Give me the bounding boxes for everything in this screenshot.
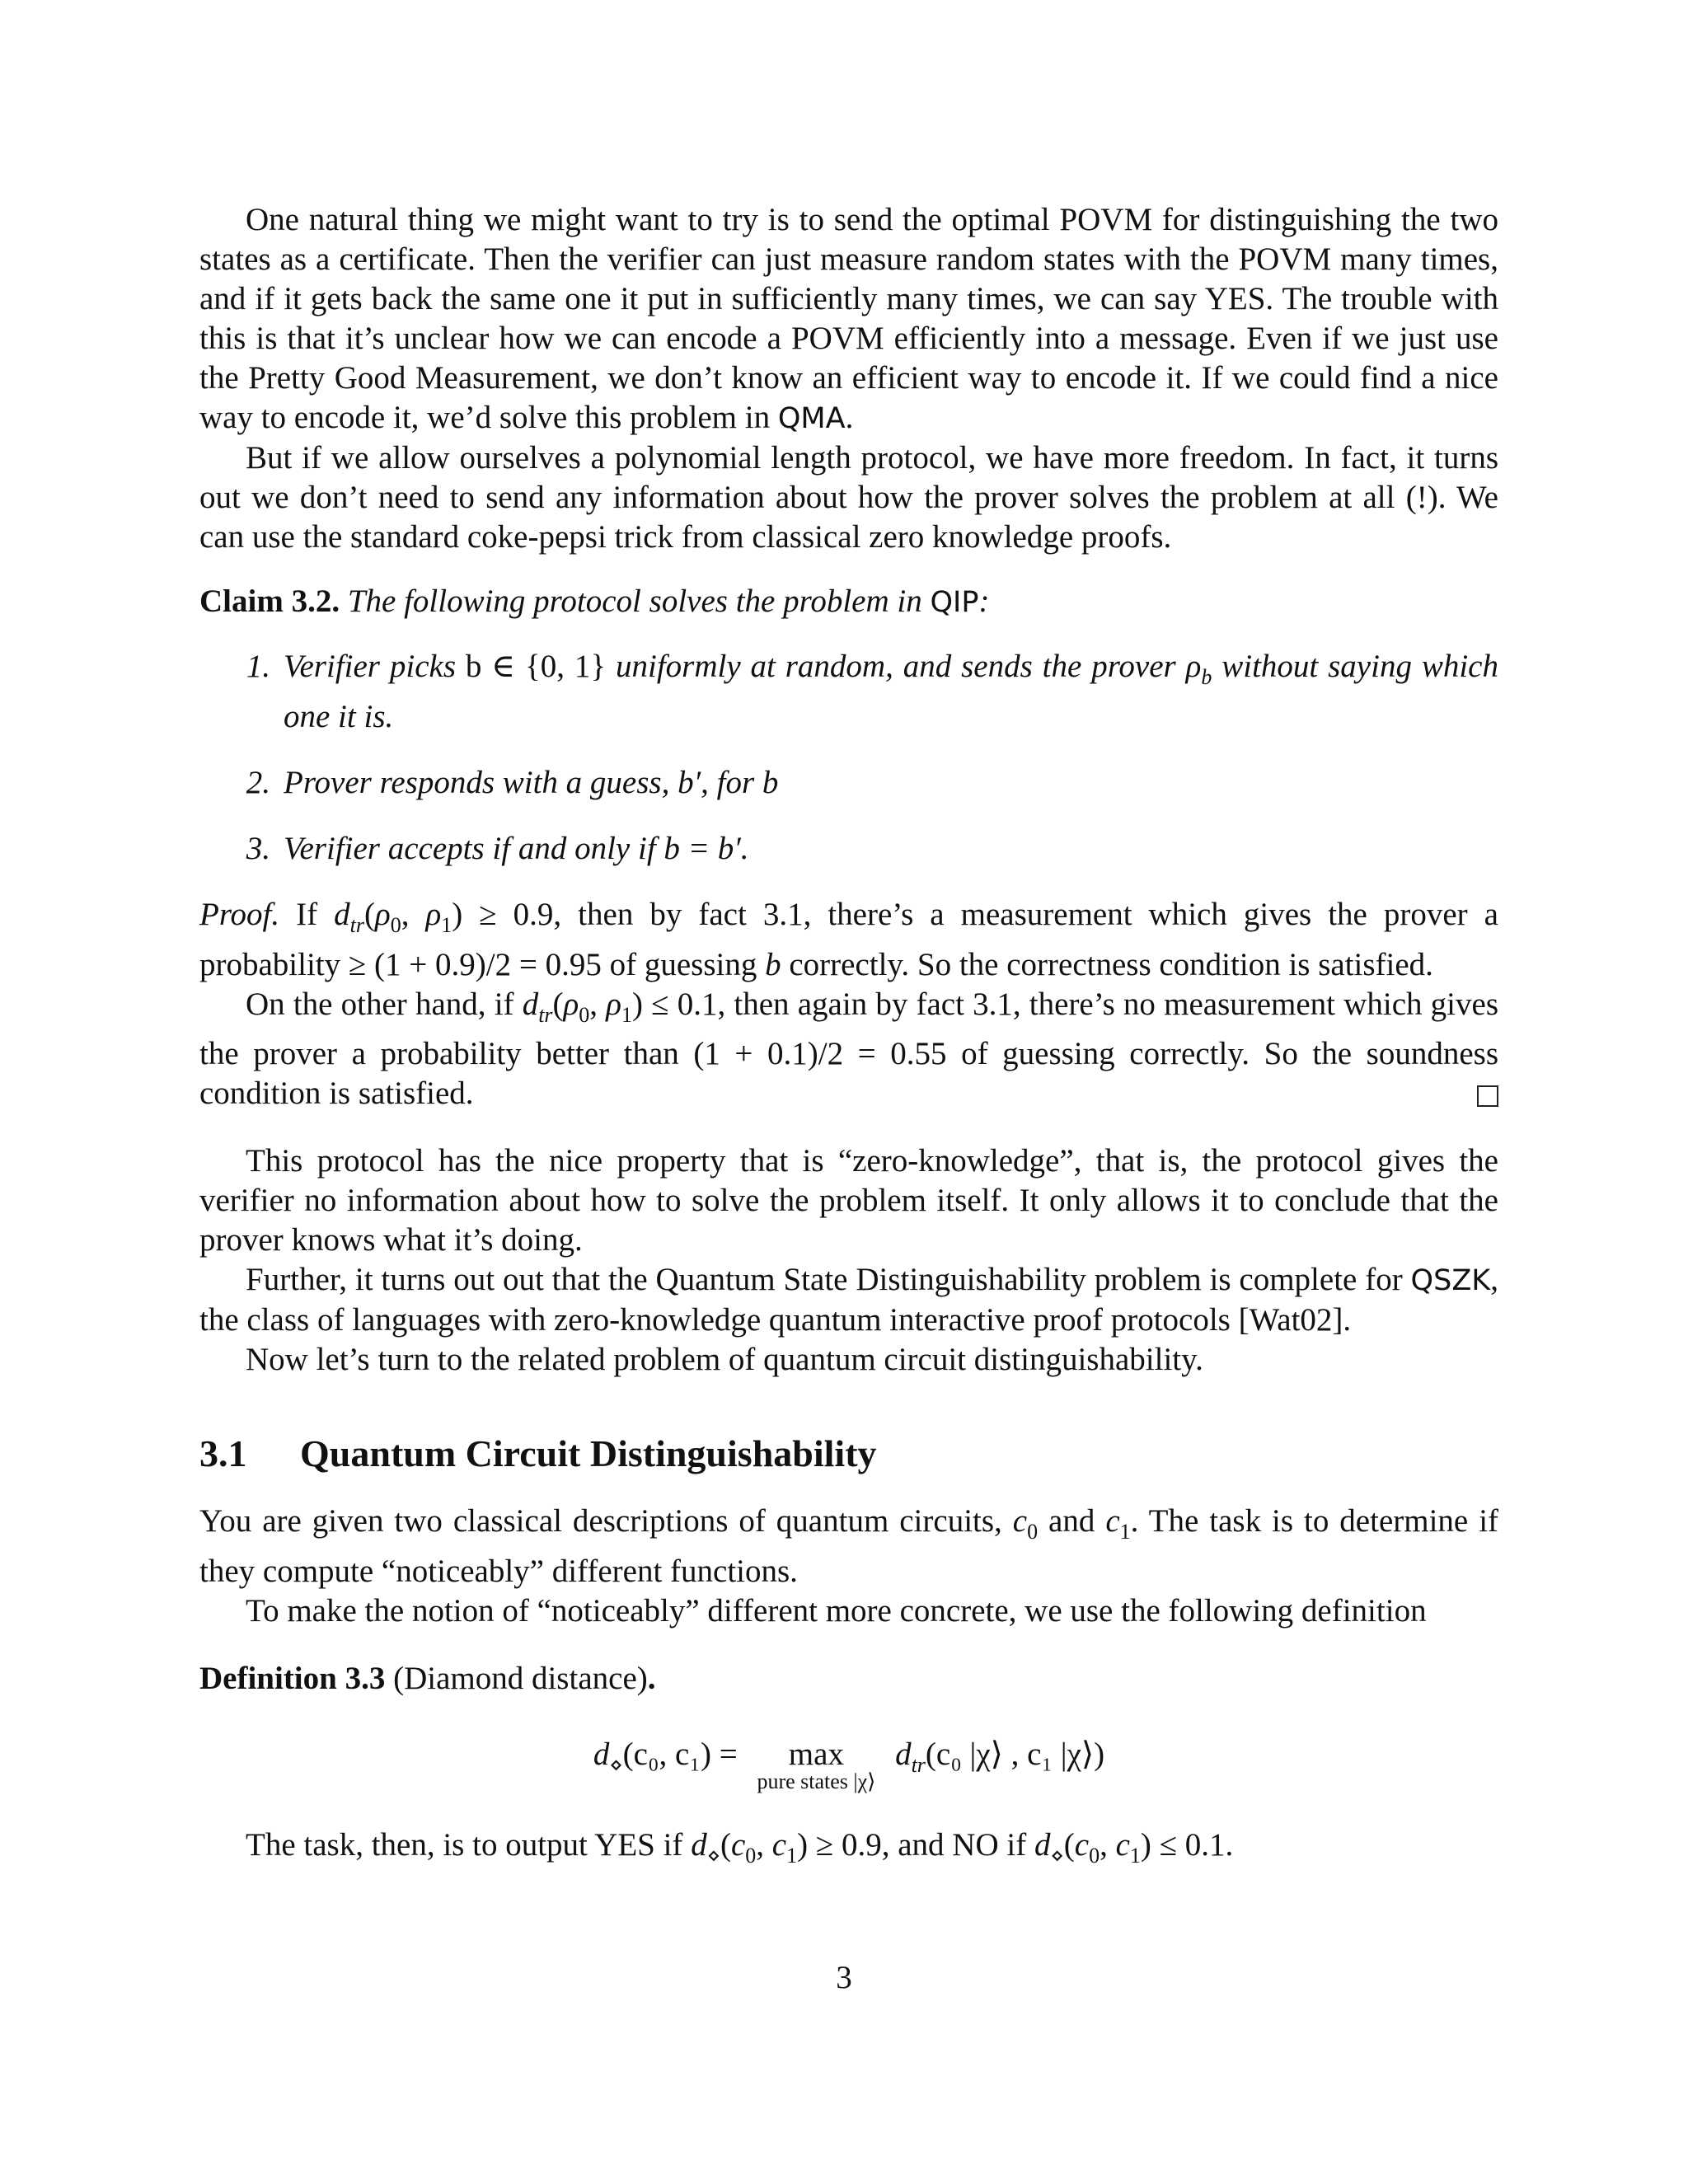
protocol-steps	[199, 647, 1498, 869]
proof-paragraph-soundness: On the other hand, if $d_{tr}(\rho_0$, $\rho_1) \le 0.1$, then again by fact 3.1, there’s no measurement which gives the prover a probability better than (1 + 0.1)/2 = 0.55 of guessing correctly. So the soundness condition is satisfied.	[199, 986, 1499, 1112]
section-heading	[199, 1431, 1498, 1477]
definition-label: Definition 3.3	[199, 1661, 386, 1697]
section-number: 3.1	[199, 1432, 247, 1475]
text-column	[199, 200, 1498, 1876]
claim-statement: Claim 3.2. The following protocol solves the problem in QIP:	[199, 583, 990, 619]
complexity-class-qma: QMA	[777, 402, 846, 435]
page-number: 3	[836, 1960, 852, 1995]
proof-label: Proof.	[199, 896, 280, 932]
definition-heading: Definition 3.3 (Diamond distance).	[199, 1661, 656, 1697]
paragraph-povm: One natural thing we might want to try is to send the optimal POVM for distinguishing the two states as a certificate. Then the verifier can just measure random states with the POVM many times, and if it gets back the same one it put in sufficiently many times, we can say YES. The trouble with this is that it’s unclear how we can encode a POVM efficiently into a message. Even if we just use the Pretty Good Measurement, we don’t know an efficient way to encode it. If we could find a nice way to encode it, we’d solve this problem in QMA.	[199, 202, 1498, 435]
paragraph-task-output: The task, then, is to output YES if $d_⋄(c_0$, $c_1) \ge 0.9$, and NO if $d_⋄(c_0$, $c_1) \le 0.1$.	[246, 1827, 1234, 1868]
diamond-distance-equation: $d_⋄(c_0$, c₁) = max pure states |χ⟩ $d_{tr}(c_0$ |χ⟩ , c₁ |χ⟩)	[593, 1736, 1105, 1794]
section-title: Quantum Circuit Distinguishability	[300, 1432, 877, 1475]
paragraph-noticeably: To make the notion of “noticeably” different more concrete, we use the following definition	[246, 1593, 1427, 1629]
paragraph-transition: Now let’s turn to the related problem of quantum circuit distinguishability.	[246, 1342, 1203, 1378]
proof-paragraph-correctness: Proof. If $d_{tr}(\rho_0$, $\rho_1) \ge 0.9$, then by fact 3.1, there’s a measurement which gives the prover a probability ≥ (1 + 0.9)/2 = 0.95 of guessing b correctly. So the correctness condition is satisfied.	[199, 896, 1498, 982]
paragraph-protocol-intro: But if we allow ourselves a polynomial length protocol, we have more freedom. In fact, it turns out we don’t need to send any information about how the prover solves the problem at all (!). We can use the standard coke-pepsi trick from classical zero knowledge proofs.	[199, 440, 1498, 555]
complexity-class-qszk: QSZK	[1410, 1264, 1491, 1298]
paragraph-zero-knowledge: This protocol has the nice property that is “zero-knowledge”, that is, the protocol gives the verifier no information about how to solve the problem itself. It only allows it to conclude that the prover knows what it’s doing.	[199, 1143, 1498, 1258]
paragraph-qszk: Further, it turns out out that the Quantum State Distinguishability problem is complete for QSZK, the class of languages with zero-knowledge quantum interactive proof protocols [Wat02].	[199, 1262, 1498, 1338]
list-item: 2. Prover responds with a guess, b′, for b	[246, 764, 779, 800]
list-item: 1. Verifier picks b ∈ {0, 1} uniformly at random, and sends the prover $\rho_b$ without saying which one it is.	[246, 649, 1498, 734]
list-item: 3. Verifier accepts if and only if b = b′.	[246, 830, 749, 866]
qed-box-icon	[1477, 1085, 1498, 1107]
claim-label: Claim 3.2.	[199, 583, 340, 619]
complexity-class-qip: QIP	[930, 586, 979, 619]
paragraph-circuit-problem: You are given two classical descriptions of quantum circuits, $c_0$ and $c_1$. The task is to determine if they compute “noticeably” different functions.	[199, 1503, 1499, 1590]
